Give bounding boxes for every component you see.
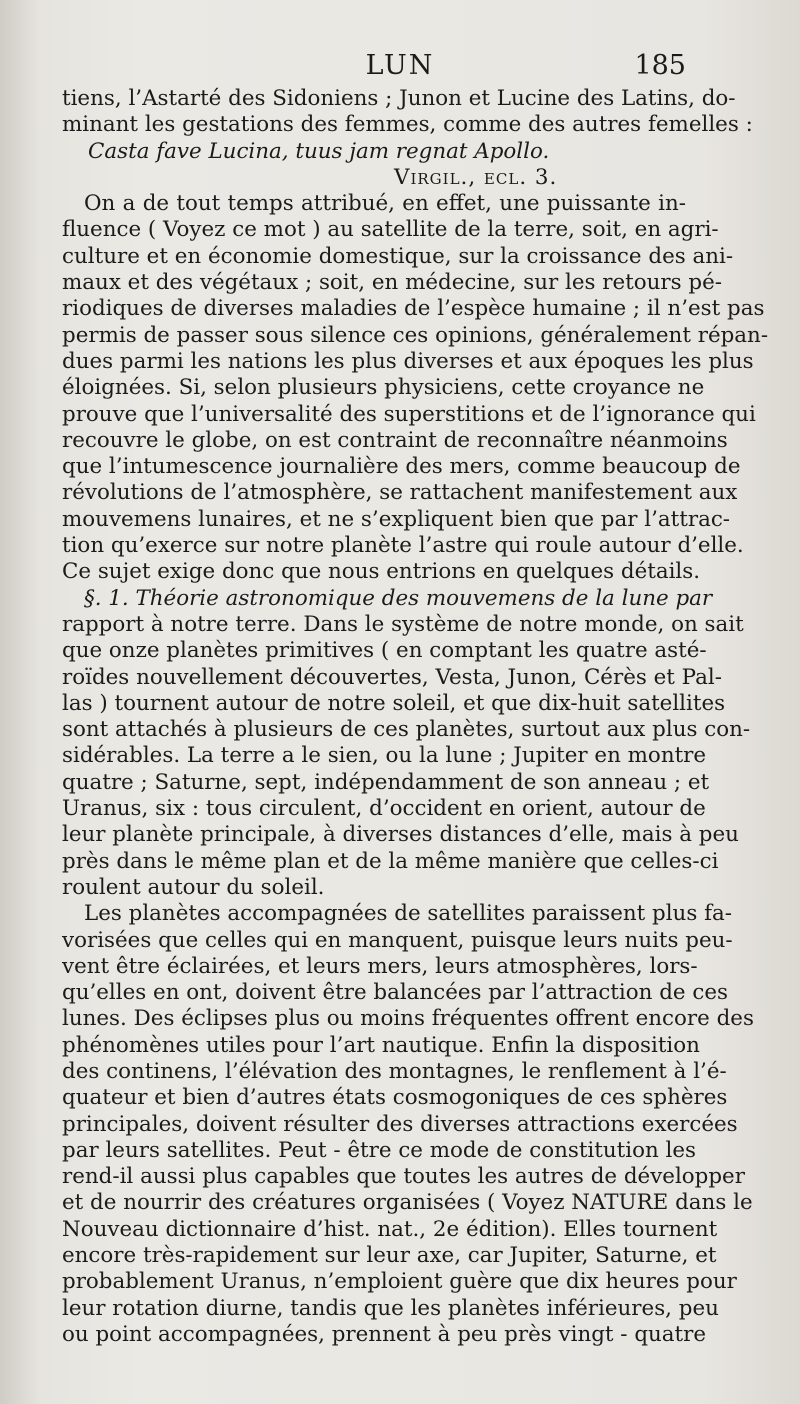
quotation-source: Virgil., ecl. 3. [394,164,558,190]
text-line: culture et en économie domestique, sur la croissance des ani- [62,243,734,269]
text-line: Uranus, six : tous circulent, d’occident en orient, autour de [62,796,706,822]
text-line: des continens, l’élévation des montagnes, le renflement à l’é- [62,1058,727,1084]
text-line: probablement Uranus, n’emploient guère que dix heures pour [62,1269,737,1295]
paragraph-last-line: roulent autour du soleil. [62,874,325,900]
running-head: LUN [365,50,435,81]
text-line: ou point accompagnées, prennent à peu près vingt - quatre [62,1321,707,1347]
paragraph-last-line: Ce sujet exige donc que nous entrions en quelques détails. [62,559,701,585]
paragraph-first-line: Les planètes accompagnées de satellites paraissent plus fa- [84,901,733,927]
text-line: lunes. Des éclipses plus ou moins fréquentes offrent encore des [62,1006,754,1032]
text-line: tiens, l’Astarté des Sidoniens ; Junon et Lucine des Latins, do- [62,86,736,111]
text-line: et de nourrir des créatures organisées ( Voyez NATURE dans le [62,1190,753,1216]
text-line: phénomènes utiles pour l’art nautique. Enfin la disposition [62,1032,700,1058]
text-line: près dans le même plan et de la même manière que celles-ci [62,848,719,874]
text-line: recouvre le globe, on est contraint de reconnaître néanmoins [62,427,728,453]
text-line: permis de passer sous silence ces opinions, généralement répan- [62,322,769,348]
text-line: tion qu’exerce sur notre planète l’astre qui roule autour d’elle. [62,533,744,559]
text-line: roïdes nouvellement découvertes, Vesta, Junon, Cérès et Pal- [62,664,722,690]
page-body [62,86,769,1348]
page-header [0,50,800,84]
text-line: leur planète principale, à diverses distances d’elle, mais à peu [62,822,739,848]
text-line: encore très-rapidement sur leur axe, car Jupiter, Saturne, et [62,1243,717,1269]
text-line: las ) tournent autour de notre soleil, et que dix-huit satellites [62,690,726,716]
text-line: que l’intumescence journalière des mers, comme beaucoup de [62,454,741,480]
text-line: principales, doivent résulter des diverses attractions exercées [62,1111,738,1137]
text-line: rapport à notre terre. Dans le système de notre monde, on sait [62,611,744,637]
text-line: quatre ; Saturne, sept, indépendamment de son anneau ; et [62,769,710,795]
text-line: fluence ( Voyez ce mot ) au satellite de la terre, soit, en agri- [62,217,719,243]
text-line: Nouveau dictionnaire d’hist. nat., 2e édition). Elles tournent [62,1216,718,1242]
text-line: leur rotation diurne, tandis que les planètes inférieures, peu [62,1295,719,1321]
text-line: riodiques de diverses maladies de l’espèce humaine ; il n’est pas [62,296,765,322]
text-line: que onze planètes primitives ( en comptant les quatre asté- [62,638,707,664]
text-line: vorisées que celles qui en manquent, puisque leurs nuits peu- [62,927,733,953]
text-line: qu’elles en ont, doivent être balancées par l’attraction de ces [62,980,728,1006]
text-line: dues parmi les nations les plus diverses et aux époques les plus [62,348,754,374]
text-line: mouvemens lunaires, et ne s’expliquent bien que par l’attrac- [62,506,731,532]
verse-quotation: Casta fave Lucina, tuus jam regnat Apollo. [88,138,550,164]
text-line: maux et des végétaux ; soit, en médecine, sur les retours pé- [62,270,722,296]
text-line: sidérables. La terre a le sien, ou la lune ; Jupiter en montre [62,743,707,769]
text-line: minant les gestations des femmes, comme des autres femelles : [62,112,753,138]
text-line: sont attachés à plusieurs de ces planètes, surtout aux plus con- [62,717,751,743]
text-line: prouve que l’universalité des superstitions et de l’ignorance qui [62,401,756,427]
paragraph-first-line: On a de tout temps attribué, en effet, une puissante in- [84,191,686,217]
text-line: vent être éclairées, et leurs mers, leurs atmosphères, lors- [62,953,698,979]
section-heading-line: §. 1. Théorie astronomique des mouvemens de la lune par [84,585,713,611]
text-line: révolutions de l’atmosphère, se rattachent manifestement aux [62,480,738,506]
text-line: éloignées. Si, selon plusieurs physiciens, cette croyance ne [62,375,705,401]
text-line: rend-il aussi plus capables que toutes les autres de développer [62,1164,745,1190]
page-number: 185 [634,50,686,81]
text-line: par leurs satellites. Peut - être ce mode de constitution les [62,1137,697,1163]
text-line: quateur et bien d’autres états cosmogoniques de ces sphères [62,1085,728,1111]
